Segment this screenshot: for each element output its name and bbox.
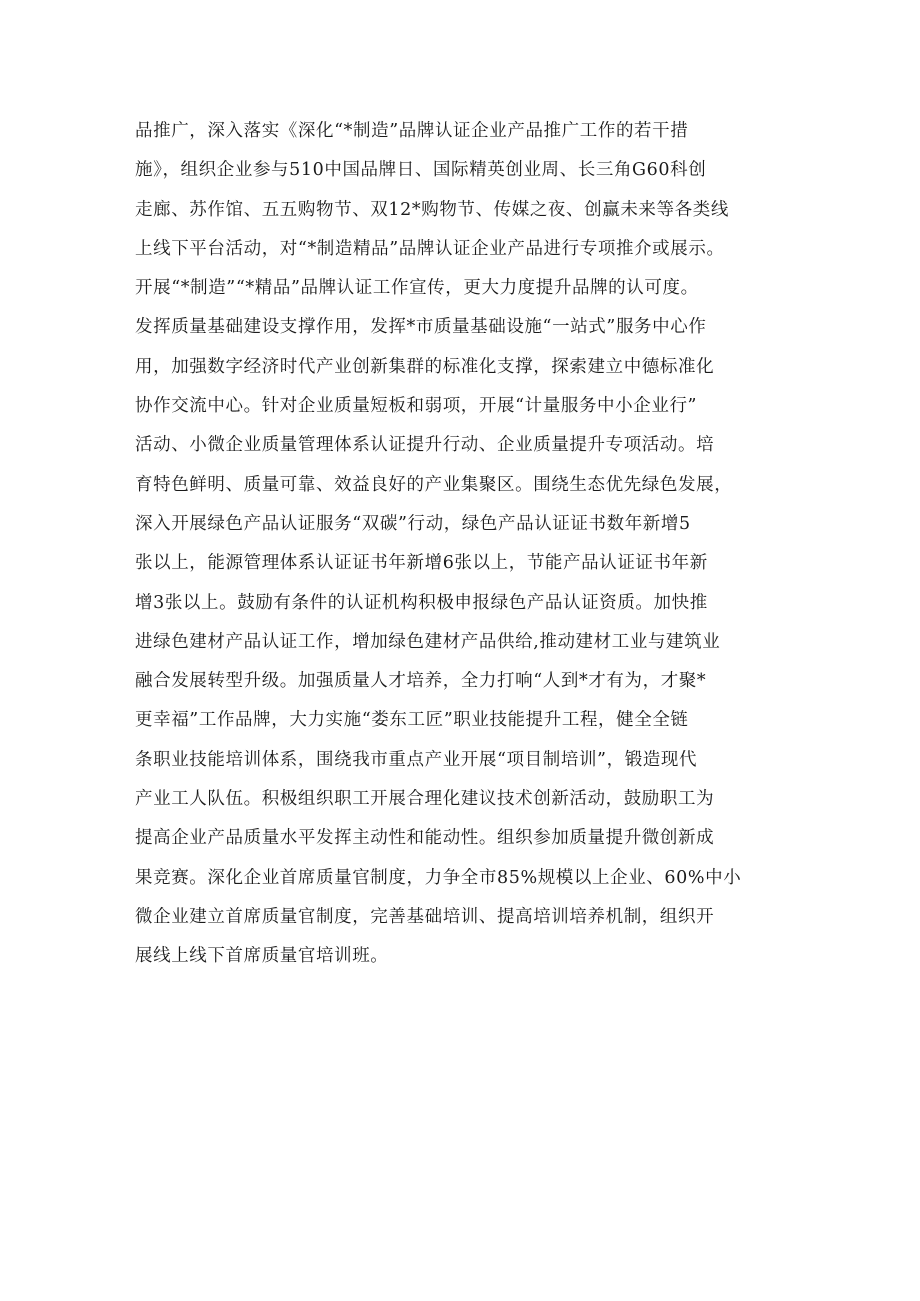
- text-line: 品推广，深入落实《深化“*制造”品牌认证企业产品推广工作的若干措: [135, 121, 689, 141]
- text-line: 提高企业产品质量水平发挥主动性和能动性。组织参加质量提升微创新成: [135, 828, 715, 849]
- text-line: 发挥质量基础建设支撑作用，发挥*市质量基础设施“一站式”服务中心作: [135, 317, 707, 338]
- text-line: 育特色鲜明、质量可靠、效益良好的产业集聚区。围绕生态优先绿色发展，: [135, 474, 733, 495]
- text-line: 微企业建立首席质量官制度，完善基础培训、提高培训培养机制，组织开: [135, 906, 715, 927]
- text-line: 融合发展转型升级。加强质量人才培养，全力打响“人到*才有为，才聚*: [135, 671, 707, 692]
- text-line: 上线下平台活动，对“*制造精品”品牌认证企业产品进行专项推介或展示。: [135, 238, 725, 259]
- text-line: 增3张以上。鼓励有条件的认证机构积极申报绿色产品认证资质。加快推: [135, 592, 708, 613]
- text-line: 产业工人队伍。积极组织职工开展合理化建议技术创新活动，鼓励职工为: [135, 789, 715, 810]
- text-line: 活动、小微企业质量管理体系认证提升行动、企业质量提升专项活动。培: [135, 435, 715, 456]
- text-line: 条职业技能培训体系，围绕我市重点产业开展“项目制培训”，锻造现代: [135, 749, 698, 770]
- text-line: 协作交流中心。针对企业质量短板和弱项，开展“计量服务中小企业行”: [135, 396, 698, 417]
- body-paragraph: [135, 112, 795, 977]
- text-line: 用，加强数字经济时代产业创新集群的标准化支撑，探索建立中德标准化: [135, 356, 715, 377]
- text-line: 果竞赛。深化企业首席质量官制度，力争全市85%规模以上企业、60%中小: [135, 867, 742, 888]
- text-line: 施》，组织企业参与510中国品牌日、国际精英创业周、长三角G60科创: [135, 160, 707, 181]
- text-line: 深入开展绿色产品认证服务“双碳”行动，绿色产品认证证书数年新增5: [135, 513, 691, 534]
- text-line: 走廊、苏作馆、五五购物节、双12*购物节、传媒之夜、创赢未来等各类线: [135, 199, 729, 220]
- text-line: 展线上线下首席质量官培训班。: [135, 946, 389, 967]
- text-line: 进绿色建材产品认证工作，增加绿色建材产品供给,推动建材工业与建筑业: [135, 631, 721, 652]
- text-line: 更幸福”工作品牌，大力实施“娄东工匠”职业技能提升工程，健全全链: [135, 710, 689, 731]
- text-line: 开展“*制造”“*精品”品牌认证工作宣传，更大力度提升品牌的认可度。: [135, 278, 699, 299]
- text-line: 张以上，能源管理体系认证证书年新增6张以上，节能产品认证证书年新: [135, 553, 708, 574]
